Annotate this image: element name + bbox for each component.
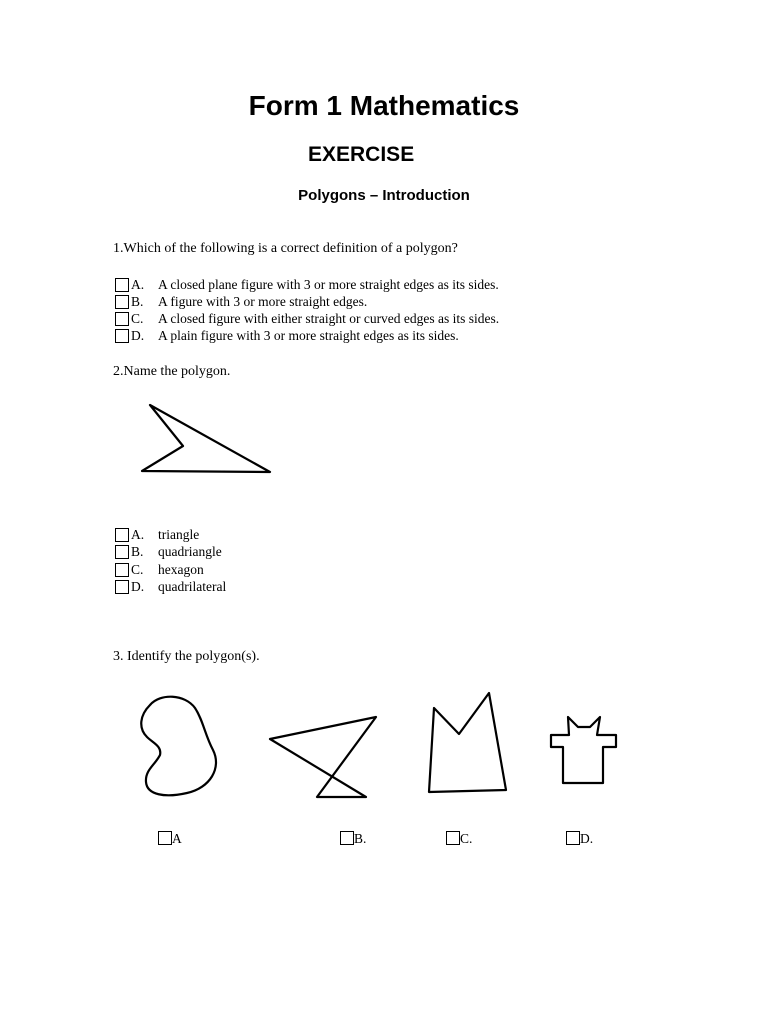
question-2-text: 2.Name the polygon. [113, 364, 231, 379]
option-letter: A. [131, 277, 145, 292]
q3-option-b[interactable] [340, 831, 366, 847]
option-letter: D. [580, 831, 594, 846]
cross-polygon-figure [551, 717, 616, 783]
checkbox-icon[interactable] [158, 831, 172, 845]
option-letter: C. [131, 562, 144, 577]
option-text: triangle [158, 527, 200, 542]
option-text: A figure with 3 or more straight edges. [158, 294, 368, 309]
self-intersecting-figure [270, 717, 376, 797]
option-letter: A [172, 831, 182, 846]
question-3-text: 3. Identify the polygon(s). [113, 649, 260, 664]
option-letter: D. [131, 579, 145, 594]
option-text: hexagon [158, 562, 204, 577]
curved-blob-figure [141, 697, 216, 796]
crown-polygon-figure [429, 693, 506, 792]
option-letter: C. [131, 311, 144, 326]
q3-option-a[interactable] [158, 831, 182, 847]
option-text: quadrilateral [158, 579, 227, 594]
topic-heading: Polygons – Introduction [298, 187, 470, 204]
option-letter: B. [354, 831, 367, 846]
exercise-heading: EXERCISE [308, 143, 415, 166]
page-title: Form 1 Mathematics [248, 90, 520, 121]
question-1-text: 1.Which of the following is a correct definition of a polygon? [113, 241, 458, 256]
q3-option-d[interactable] [566, 831, 593, 847]
checkbox-icon[interactable] [566, 831, 580, 845]
option-text: A closed figure with either straight or curved edges as its sides. [158, 311, 500, 326]
checkbox-icon[interactable] [446, 831, 460, 845]
option-letter: B. [131, 544, 144, 559]
option-letter: B. [131, 294, 144, 309]
q3-option-c[interactable] [446, 831, 472, 847]
checkbox-icon[interactable] [340, 831, 354, 845]
option-text: A closed plane figure with 3 or more straight edges as its sides. [158, 277, 499, 292]
option-text: quadriangle [158, 544, 222, 559]
option-letter: C. [460, 831, 473, 846]
option-letter: A. [131, 527, 145, 542]
option-text: A plain figure with 3 or more straight edges as its sides. [158, 328, 459, 343]
option-letter: D. [131, 328, 145, 343]
